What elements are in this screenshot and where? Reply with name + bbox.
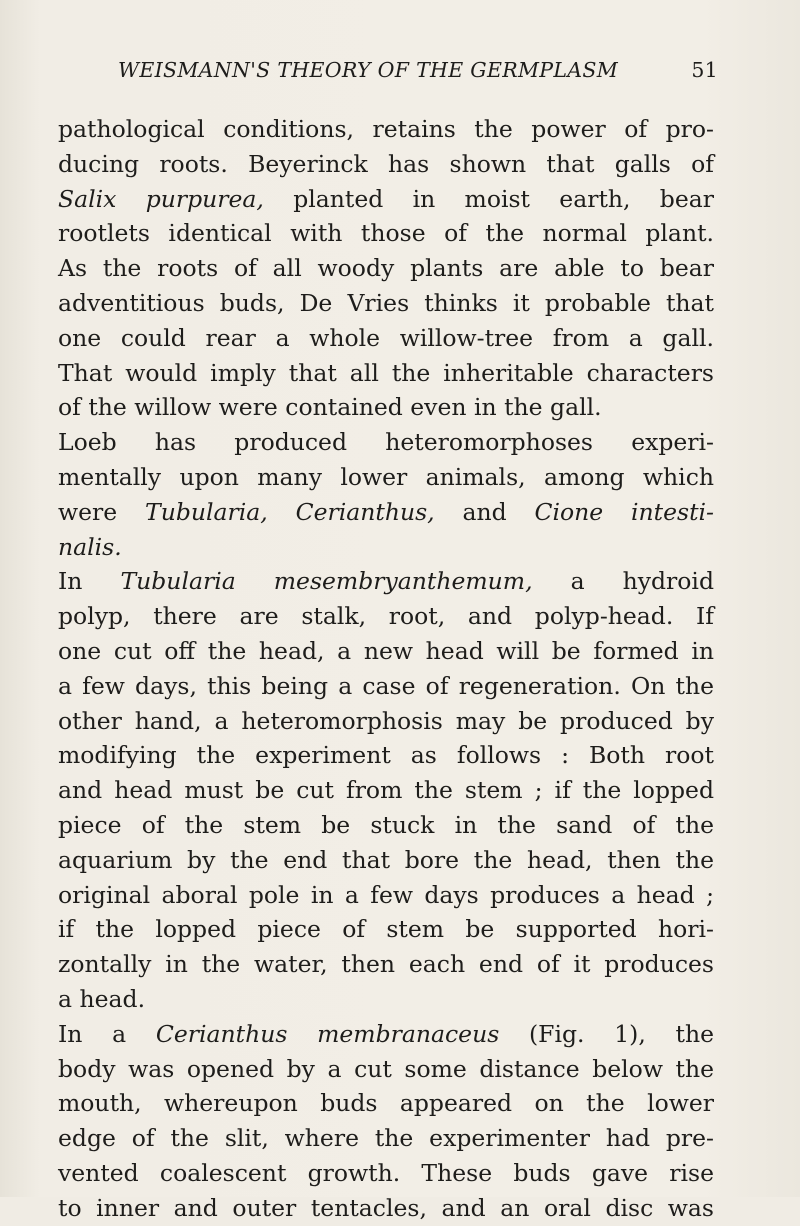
text-line: one could rear a whole willow-tree from a gall.	[58, 323, 714, 352]
text-line: original aboral pole in a few days produces a head ;	[58, 880, 714, 909]
text-line: to inner and outer tentacles, and an oral disc was	[58, 1193, 714, 1222]
text-line: pathological conditions, retains the power of pro-	[58, 115, 714, 143]
text-segment: a hydroid	[532, 567, 714, 596]
text-segment: were	[58, 497, 146, 526]
text-line: adventitious buds, De Vries thinks it probable that	[58, 288, 714, 317]
text-line	[58, 182, 714, 217]
text-line: aquarium by the end that bore the head, then the	[58, 845, 714, 874]
text-line	[58, 1017, 714, 1052]
text-line: and head must be cut from the stem ; if the lopped	[58, 776, 714, 805]
text-line: a head.	[58, 984, 146, 1013]
running-head	[118, 58, 718, 92]
text-line: ducing roots. Beyerinck has shown that galls of	[58, 149, 714, 178]
text-line: mouth, whereupon buds appeared on the lower	[58, 1089, 714, 1118]
italic-species-name: Tubularia mesembryanthemum,	[120, 567, 533, 596]
text-line: That would imply that all the inheritable characters	[58, 358, 714, 387]
italic-species-name: nalis.	[58, 532, 122, 561]
text-line: if the lopped piece of stem be supported hori-	[58, 915, 714, 944]
text-line: Loeb has produced heteromorphoses experi-	[58, 428, 714, 457]
text-line	[58, 564, 714, 599]
body-text	[58, 112, 714, 1226]
running-head-title: WEISMANN'S THEORY OF THE GERMPLASM	[118, 58, 619, 82]
text-line	[58, 530, 714, 565]
italic-species-name: Cione intesti-	[534, 497, 714, 526]
text-line: edge of the slit, where the experimenter had pre-	[58, 1124, 714, 1153]
text-line: polyp, there are stalk, root, and polyp-head. If	[58, 602, 714, 631]
italic-species-name: Cerianthus membranaceus	[155, 1019, 500, 1048]
text-line: one cut off the head, a new head will be formed in	[58, 636, 714, 665]
text-segment: and	[434, 497, 535, 526]
text-line: mentally upon many lower animals, among which	[58, 462, 714, 491]
text-line	[58, 495, 714, 530]
text-line: zontally in the water, then each end of it produces	[58, 950, 714, 979]
italic-genus-names: Tubularia, Cerianthus,	[145, 497, 435, 526]
text-segment: In	[58, 567, 121, 596]
text-line: rootlets identical with those of the normal plant.	[58, 219, 714, 248]
text-segment: In a	[58, 1019, 156, 1048]
text-segment: (Fig. 1), the	[499, 1019, 714, 1048]
text-line: body was opened by a cut some distance below the	[58, 1054, 714, 1083]
text-line: vented coalescent growth. These buds gave rise	[58, 1158, 714, 1187]
text-line: As the roots of all woody plants are able to bear	[58, 254, 714, 283]
text-line: of the willow were contained even in the gall.	[58, 393, 602, 422]
page-number: 51	[691, 58, 718, 82]
text-line: modifying the experiment as follows : Both root	[58, 741, 714, 770]
text-line: other hand, a heteromorphosis may be produced by	[58, 706, 714, 735]
italic-species-name: Salix purpurea,	[58, 184, 264, 213]
text-line: a few days, this being a case of regeneration. On the	[58, 671, 714, 700]
text-line: piece of the stem be stuck in the sand of the	[58, 810, 714, 839]
text-segment: planted in moist earth, bear	[263, 184, 714, 213]
